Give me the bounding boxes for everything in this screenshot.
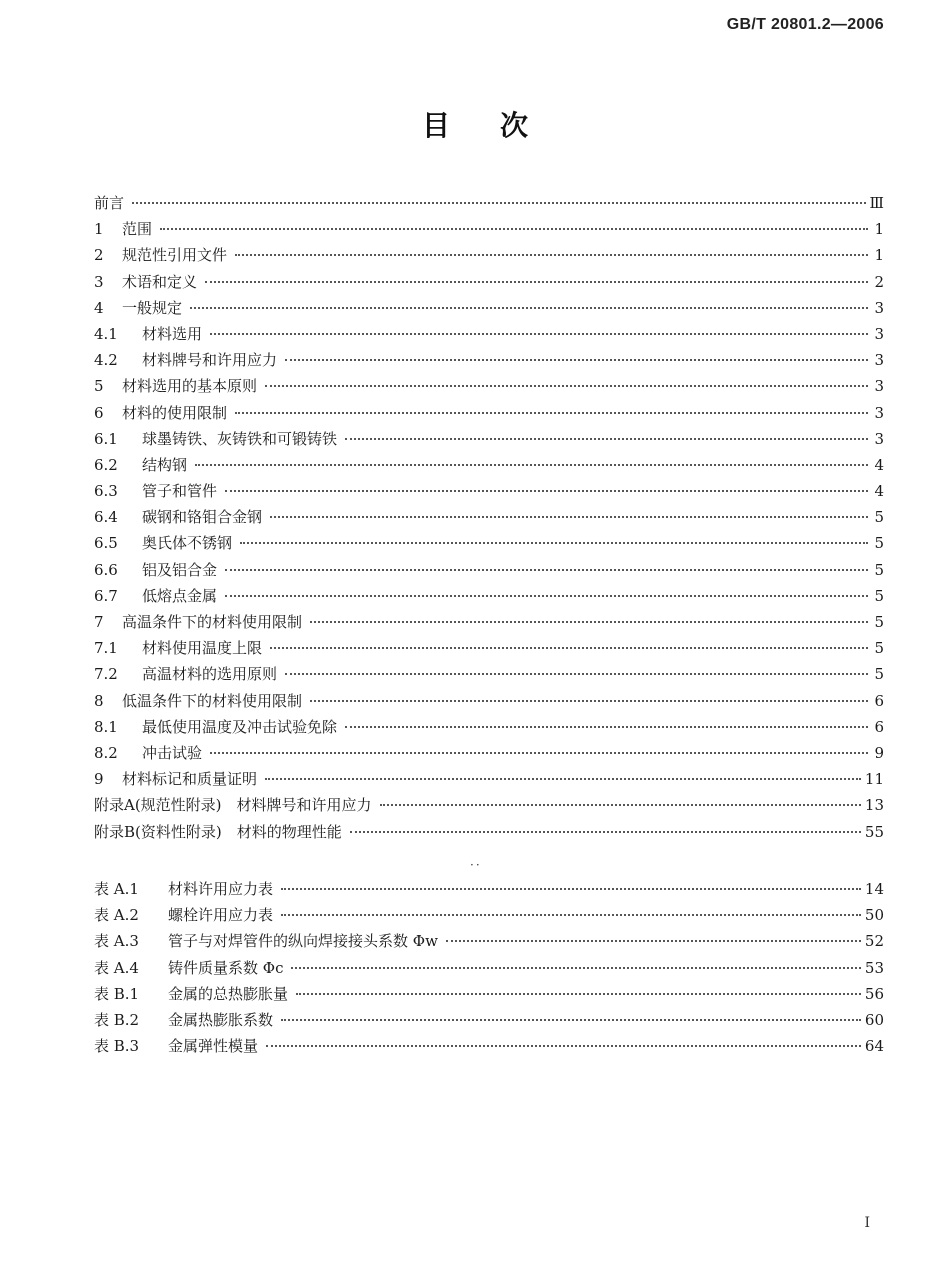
toc-entry-title: 铝及铝合金 <box>142 560 218 579</box>
toc-entry-page: 2 <box>874 272 884 291</box>
toc-entry-page: 3 <box>874 403 884 422</box>
dot-leader <box>291 967 860 969</box>
toc-entry-number: 6 <box>94 403 104 422</box>
toc-entry[interactable] <box>94 955 884 981</box>
toc-entry-title: 冲击试验 <box>142 743 203 762</box>
dot-leader <box>446 940 861 942</box>
dot-leader <box>225 490 868 492</box>
toc-entry-page: 13 <box>864 796 884 815</box>
toc-entry-title: 术语和定义 <box>122 272 198 291</box>
toc-entry-page: 5 <box>874 665 884 684</box>
toc-entry[interactable] <box>94 819 884 845</box>
toc-entry-page: 5 <box>874 534 884 553</box>
dot-leader <box>225 595 868 597</box>
dot-leader <box>281 1019 861 1021</box>
toc-entry[interactable] <box>94 928 884 954</box>
page-number: I <box>864 1215 870 1231</box>
toc-entry-page: 5 <box>874 586 884 605</box>
toc-entry[interactable] <box>94 269 884 295</box>
toc-entry-title: 铸件质量系数 Φc <box>168 958 284 977</box>
toc-entry[interactable] <box>94 530 884 556</box>
toc-entry-title: 材料许用应力表 <box>168 880 274 898</box>
toc-entry-title: 高温材料的选用原则 <box>142 665 278 684</box>
toc-entry-number: 表 A.4 <box>94 958 139 977</box>
toc-entry-page: 5 <box>874 560 884 579</box>
dot-leader <box>210 333 868 335</box>
toc-entry-number: 3 <box>94 272 104 291</box>
dot-leader <box>285 359 868 361</box>
toc-entry-title: 金属的总热膨胀量 <box>168 984 289 1003</box>
toc-entry-number: 表 A.1 <box>94 880 139 898</box>
toc-entry-title: 低温条件下的材料使用限制 <box>122 691 303 710</box>
dot-leader <box>160 228 868 230</box>
toc-entry-page: Ⅲ <box>869 194 884 212</box>
toc-entry-number: 1 <box>94 220 104 239</box>
toc-entry-page: 1 <box>874 246 884 265</box>
toc-entry-page: 3 <box>874 351 884 370</box>
toc-entry-title: 附录B(资料性附录) 材料的物理性能 <box>94 822 342 841</box>
toc-entry-number: 7.2 <box>94 665 118 684</box>
toc-entry-page: 3 <box>874 324 884 343</box>
toc-entry-title: 金属热膨胀系数 <box>168 1010 274 1029</box>
toc-entry[interactable] <box>94 400 884 426</box>
dot-leader <box>281 914 861 916</box>
toc-entry-number: 2 <box>94 246 104 265</box>
toc-entry-number: 6.5 <box>94 534 118 553</box>
toc-entry[interactable] <box>94 902 884 928</box>
dot-leader <box>350 831 861 833</box>
list-of-tables <box>94 876 884 1059</box>
dot-leader <box>310 621 868 623</box>
toc-entry-title: 材料的使用限制 <box>122 403 228 422</box>
toc-entry-number: 4.1 <box>94 324 118 343</box>
toc-entry[interactable] <box>94 876 884 902</box>
toc-entry-title: 材料选用的基本原则 <box>122 377 258 396</box>
toc-entry-page: 56 <box>864 984 884 1003</box>
dot-leader <box>270 647 868 649</box>
toc-entry[interactable] <box>94 190 884 216</box>
toc-entry[interactable] <box>94 688 884 714</box>
toc-entry-number: 8.2 <box>94 743 118 762</box>
toc-entry[interactable] <box>94 740 884 766</box>
toc-entry-title: 球墨铸铁、灰铸铁和可锻铸铁 <box>142 429 338 448</box>
toc-entry-number: 6.7 <box>94 586 118 605</box>
toc-entry-page: 55 <box>864 822 884 841</box>
dot-leader <box>235 254 868 256</box>
toc-entry[interactable] <box>94 295 884 321</box>
toc-entry-number: 4 <box>94 298 104 317</box>
toc-entry[interactable] <box>94 609 884 635</box>
toc-entry-number: 6.1 <box>94 429 118 448</box>
table-of-contents <box>94 190 884 845</box>
toc-entry-page: 53 <box>864 958 884 977</box>
toc-entry[interactable] <box>94 242 884 268</box>
toc-entry-title: 管子与对焊管件的纵向焊接接头系数 Φw <box>168 932 438 951</box>
toc-entry-title: 低熔点金属 <box>142 586 218 605</box>
toc-entry-page: 3 <box>874 298 884 317</box>
toc-entry[interactable] <box>94 981 884 1007</box>
toc-entry[interactable] <box>94 583 884 609</box>
dot-leader <box>266 1045 861 1047</box>
toc-entry-page: 3 <box>874 429 884 448</box>
dot-leader <box>296 993 861 995</box>
toc-entry-page: 4 <box>874 455 884 474</box>
toc-entry[interactable] <box>94 557 884 583</box>
toc-entry-page: 50 <box>864 906 884 925</box>
standard-code: GB/T 20801.2—2006 <box>726 16 884 33</box>
toc-entry[interactable] <box>94 216 884 242</box>
dot-leader <box>240 542 868 544</box>
dot-leader <box>345 438 868 440</box>
dot-leader <box>205 281 868 283</box>
dot-leader <box>285 673 868 675</box>
dot-leader <box>235 412 868 414</box>
toc-entry-title: 碳钢和铬钼合金钢 <box>142 508 263 527</box>
toc-entry-number: 表 B.2 <box>94 1010 140 1029</box>
toc-entry-number: 6.6 <box>94 560 118 579</box>
dot-leader <box>270 516 868 518</box>
toc-entry[interactable] <box>94 452 884 478</box>
dot-leader <box>132 202 866 204</box>
toc-entry[interactable] <box>94 426 884 452</box>
dot-leader <box>380 804 861 806</box>
toc-entry[interactable] <box>94 1033 884 1059</box>
toc-entry-title: 管子和管件 <box>142 482 218 501</box>
toc-entry-title: 材料选用 <box>142 324 203 343</box>
toc-entry-number: 6.4 <box>94 508 118 527</box>
toc-entry-number: 表 A.3 <box>94 932 139 951</box>
toc-entry[interactable] <box>94 373 884 399</box>
toc-entry[interactable] <box>94 347 884 373</box>
toc-entry-title: 材料使用温度上限 <box>142 639 263 658</box>
page-title: 目次 <box>421 109 578 142</box>
toc-entry-title: 材料牌号和许用应力 <box>142 351 278 370</box>
dot-leader <box>310 700 868 702</box>
toc-entry-title: 螺栓许用应力表 <box>168 906 274 925</box>
toc-entry-number: 7 <box>94 613 104 631</box>
toc-entry-page: 5 <box>874 508 884 527</box>
toc-entry[interactable] <box>94 321 884 347</box>
toc-entry[interactable] <box>94 504 884 530</box>
toc-entry-number: 6.2 <box>94 455 118 474</box>
toc-entry-number: 表 A.2 <box>94 906 139 925</box>
toc-entry-page: 6 <box>874 717 884 736</box>
toc-entry[interactable] <box>94 478 884 504</box>
toc-entry-title: 奥氏体不锈钢 <box>142 534 233 553</box>
toc-entry-title: 前言 <box>94 194 125 212</box>
toc-entry-page: 14 <box>864 880 884 898</box>
toc-entry[interactable] <box>94 714 884 740</box>
toc-entry-page: 1 <box>874 220 884 239</box>
toc-entry-number: 表 B.1 <box>94 984 140 1003</box>
toc-entry-number: 6.3 <box>94 482 118 501</box>
toc-entry[interactable] <box>94 1007 884 1033</box>
toc-entry-title: 范围 <box>122 220 153 239</box>
dot-leader <box>281 888 861 890</box>
dot-leader <box>190 307 868 309</box>
dot-leader <box>225 569 868 571</box>
toc-entry-page: 4 <box>874 482 884 501</box>
toc-entry-title: 规范性引用文件 <box>122 246 228 265</box>
toc-entry-page: 9 <box>874 743 884 762</box>
toc-entry-number: 7.1 <box>94 639 118 658</box>
toc-entry-page: 6 <box>874 691 884 710</box>
toc-entry-page: 60 <box>864 1010 884 1029</box>
toc-entry-title: 最低使用温度及冲击试验免除 <box>142 717 338 736</box>
toc-entry-number: 8 <box>94 691 104 710</box>
toc-entry-title: 一般规定 <box>122 298 183 317</box>
toc-entry-number: 9 <box>94 770 104 789</box>
toc-entry-page: 52 <box>864 932 884 951</box>
toc-entry-number: 表 B.3 <box>94 1037 140 1056</box>
toc-entry-page: 64 <box>864 1037 884 1056</box>
dot-leader <box>265 778 861 780</box>
toc-entry[interactable] <box>94 792 884 818</box>
toc-entry[interactable] <box>94 661 884 687</box>
dot-leader <box>195 464 868 466</box>
toc-entry-page: 11 <box>864 770 884 789</box>
toc-entry-title: 附录A(规范性附录) 材料牌号和许用应力 <box>94 796 372 815</box>
toc-entry-number: 8.1 <box>94 717 118 736</box>
dot-leader <box>265 385 868 387</box>
toc-entry[interactable] <box>94 635 884 661</box>
toc-entry-page: 5 <box>874 613 884 631</box>
toc-entry[interactable] <box>94 766 884 792</box>
toc-entry-title: 结构钢 <box>142 455 188 474</box>
dot-leader <box>210 752 868 754</box>
toc-entry-page: 5 <box>874 639 884 658</box>
toc-entry-title: 材料标记和质量证明 <box>122 770 258 789</box>
separator-dots: ·· <box>470 858 482 872</box>
dot-leader <box>345 726 868 728</box>
toc-entry-number: 5 <box>94 377 104 396</box>
toc-entry-title: 高温条件下的材料使用限制 <box>122 613 303 631</box>
toc-entry-number: 4.2 <box>94 351 118 370</box>
toc-entry-page: 3 <box>874 377 884 396</box>
toc-entry-title: 金属弹性模量 <box>168 1037 259 1056</box>
